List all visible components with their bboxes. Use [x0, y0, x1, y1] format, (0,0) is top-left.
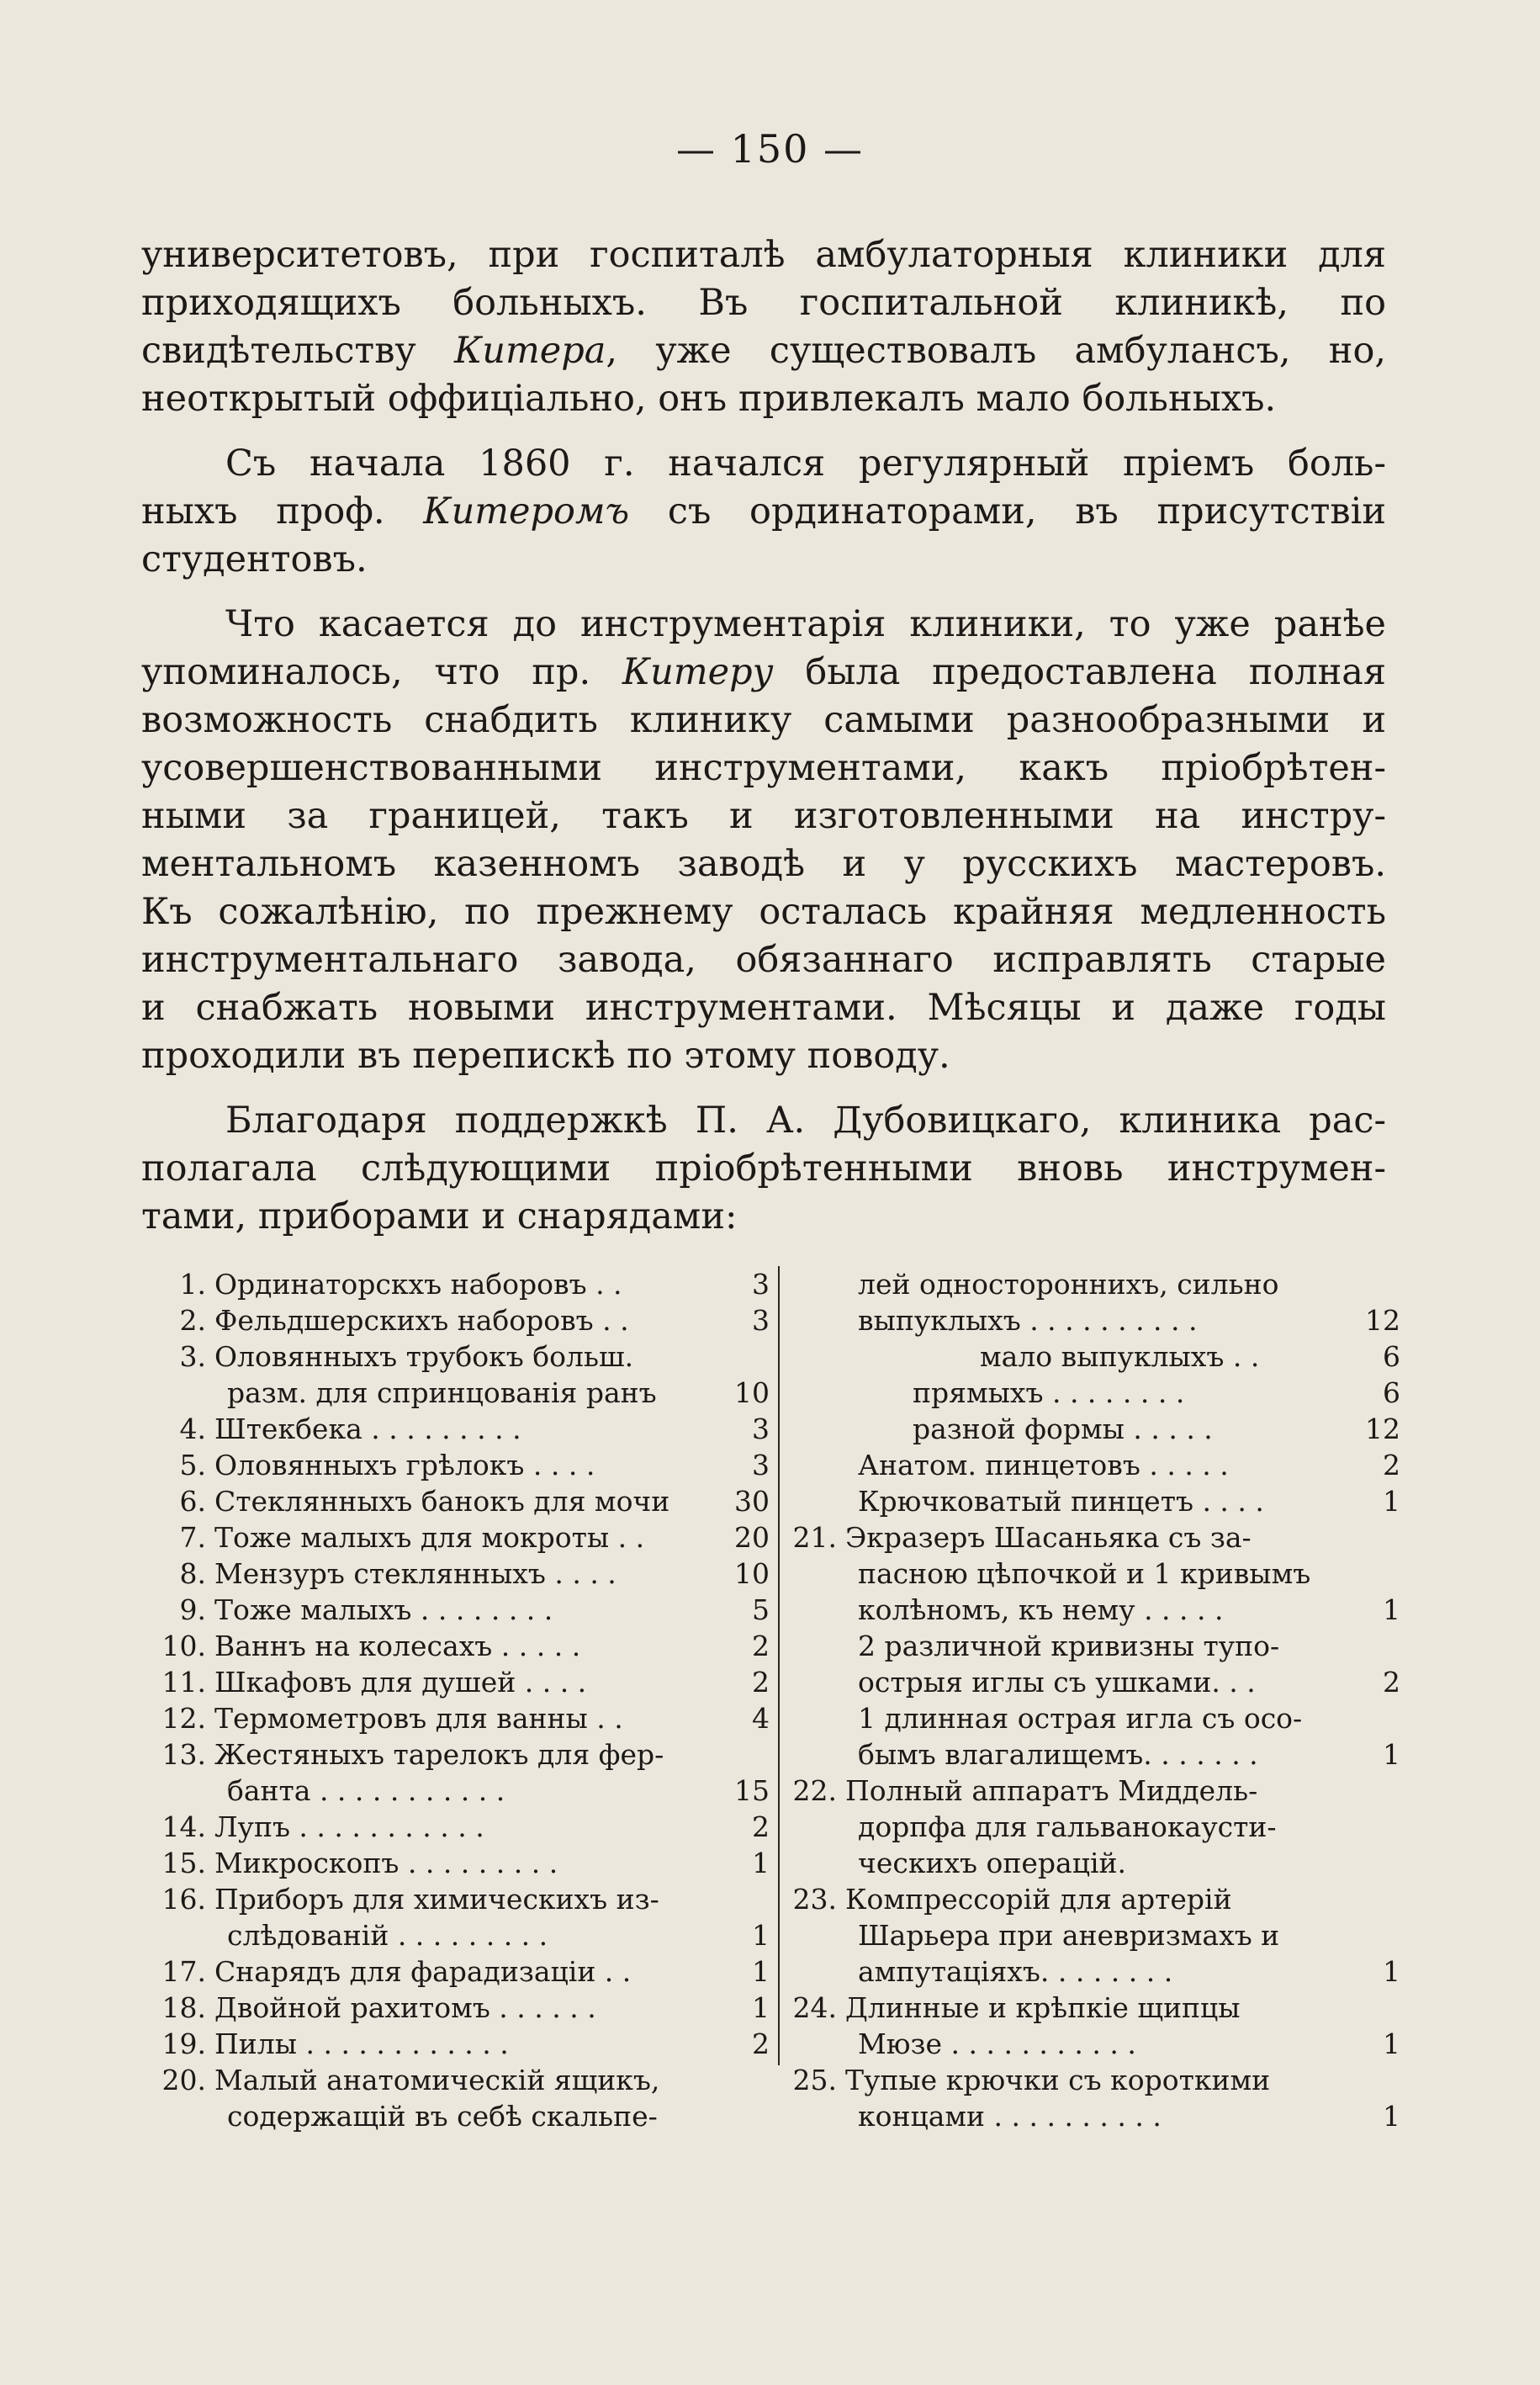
- item-quantity: 12: [1365, 1304, 1400, 1337]
- item-number: 5.: [179, 1449, 206, 1481]
- text-line: ными за границей, такъ и изготовленными на инстру-: [141, 795, 1386, 837]
- item-quantity: 2: [752, 1666, 770, 1699]
- item-text: Термометровъ для ванны . .: [214, 1702, 623, 1735]
- item-text: 2 различной кривизны тупо-: [858, 1630, 1280, 1662]
- item-number: 4.: [179, 1412, 206, 1445]
- list-item: [786, 1664, 1400, 1700]
- text-line: ментальномъ казенномъ заводѣ и у русскихъ мастеровъ.: [141, 843, 1386, 885]
- list-item: [156, 1519, 770, 1556]
- item-number: 6.: [179, 1485, 206, 1518]
- text-line: университетовъ, при госпиталѣ амбулаторныя клиники для: [141, 234, 1386, 276]
- item-text: пасною цѣпочкой и 1 кривымъ: [858, 1557, 1311, 1590]
- item-text: Штекбека . . . . . . . . .: [214, 1412, 521, 1445]
- list-item: [156, 1592, 770, 1628]
- item-text: лей одностороннихъ, сильно: [858, 1268, 1279, 1301]
- item-number: 16.: [161, 1883, 206, 1916]
- item-text: Длинные и крѣпкіе щипцы: [845, 1991, 1241, 2024]
- list-item: [156, 1266, 770, 1302]
- item-quantity: 20: [734, 1521, 770, 1554]
- item-text: острыя иглы съ ушками. . .: [858, 1666, 1256, 1699]
- item-number: 15.: [161, 1847, 206, 1879]
- item-text: Крючковатый пинцетъ . . . .: [858, 1485, 1264, 1518]
- item-number: 8.: [179, 1557, 206, 1590]
- item-number: 17.: [161, 1955, 206, 1988]
- item-text: Малый анатомическій ящикъ,: [214, 2064, 660, 2096]
- item-text: Ваннъ на колесахъ . . . . .: [214, 1630, 581, 1662]
- item-text: Снарядъ для фарадизаціи . .: [214, 1955, 632, 1988]
- list-item: [786, 2098, 1400, 2134]
- list-item: [156, 1556, 770, 1592]
- page-number: — 150 —: [675, 126, 865, 172]
- item-text: Ординаторскхъ наборовъ . .: [214, 1268, 622, 1301]
- item-quantity: 1: [752, 1955, 770, 1988]
- item-text: Пилы . . . . . . . . . . . .: [214, 2027, 509, 2060]
- item-quantity: 10: [734, 1376, 770, 1409]
- text-line: и снабжать новыми инструментами. Мѣсяцы и даже годы: [141, 987, 1386, 1029]
- text-line: тами, приборами и снарядами:: [141, 1195, 738, 1238]
- item-text: Микроскопъ . . . . . . . . .: [214, 1847, 558, 1879]
- item-text: ческихъ операцій.: [858, 1847, 1126, 1879]
- item-text: Жестяныхъ тарелокъ для фер-: [214, 1738, 664, 1771]
- item-text: бымъ влагалищемъ. . . . . . .: [858, 1738, 1258, 1771]
- text-line: полагала слѣдующими пріобрѣтенными вновь инструмен-: [141, 1147, 1386, 1190]
- text-line: приходящихъ больныхъ. Въ госпитальной клиникѣ, по: [141, 282, 1386, 324]
- list-item: [786, 1845, 1400, 1881]
- list-item: [786, 1881, 1400, 1917]
- list-item: [786, 1990, 1400, 2026]
- list-item: [786, 1953, 1400, 1990]
- list-item: [786, 2062, 1400, 2098]
- item-quantity: 1: [1383, 1955, 1400, 1988]
- item-number: 22.: [792, 1774, 837, 1807]
- item-text: Компрессорій для артерій: [845, 1883, 1232, 1916]
- item-text: Анатом. пинцетовъ . . . . .: [858, 1449, 1229, 1481]
- item-text: слѣдованій . . . . . . . . .: [227, 1919, 548, 1952]
- item-number: 20.: [161, 2064, 206, 2096]
- list-item: [786, 1375, 1400, 1411]
- item-quantity: 3: [752, 1449, 770, 1481]
- item-text: мало выпуклыхъ . .: [980, 1340, 1260, 1373]
- list-item: [156, 1338, 770, 1375]
- text-line: студентовъ.: [141, 538, 368, 580]
- item-text: выпуклыхъ . . . . . . . . . .: [858, 1304, 1198, 1337]
- text-line: инструментальнаго завода, обязаннаго исправлять старые: [141, 939, 1386, 981]
- item-number: 7.: [179, 1521, 206, 1554]
- item-text: Тупые крючки съ короткими: [845, 2064, 1271, 2096]
- italic-name: Китера: [454, 330, 606, 372]
- item-text: Тоже малыхъ . . . . . . . .: [214, 1593, 553, 1626]
- item-quantity: 2: [752, 2027, 770, 2060]
- item-number: 18.: [161, 1991, 206, 2024]
- item-quantity: 2: [1383, 1449, 1400, 1481]
- text-line: Къ сожалѣнію, по прежнему осталась крайняя медленность: [141, 891, 1386, 933]
- item-text: Мензуръ стеклянныхъ . . . .: [214, 1557, 617, 1590]
- instrument-list-left-column: [156, 1266, 770, 2134]
- list-item: [156, 1773, 770, 1809]
- list-item: [156, 2062, 770, 2098]
- item-text: Мюзе . . . . . . . . . . .: [858, 2027, 1136, 2060]
- text-line: возможность снабдить клинику самыми разнообразными и: [141, 699, 1386, 741]
- item-quantity: 6: [1383, 1376, 1400, 1409]
- item-text: Шкафовъ для душей . . . .: [214, 1666, 587, 1699]
- item-text: Шарьера при аневризмахъ и: [858, 1919, 1280, 1952]
- list-item: [156, 1302, 770, 1338]
- item-text: Приборъ для химическихъ из-: [214, 1883, 659, 1916]
- text-line: неоткрытый оффиціально, онъ привлекалъ мало больныхъ.: [141, 378, 1277, 420]
- list-item: [786, 1302, 1400, 1338]
- item-text: содержащій въ себѣ скальпе-: [227, 2100, 658, 2133]
- text-line: Благодаря поддержкѣ П. А. Дубовицкаго, клиника рас-: [225, 1100, 1386, 1142]
- item-text: ампутаціяхъ. . . . . . . .: [858, 1955, 1173, 1988]
- list-item: [786, 1483, 1400, 1519]
- column-divider: [778, 1266, 780, 2065]
- list-item: [786, 1917, 1400, 1953]
- item-number: 2.: [179, 1304, 206, 1337]
- list-item: [156, 1447, 770, 1483]
- text-line: Съ начала 1860 г. начался регулярный пріемъ боль-: [225, 443, 1386, 485]
- list-item: [786, 1447, 1400, 1483]
- item-quantity: 2: [1383, 1666, 1400, 1699]
- item-text: Двойной рахитомъ . . . . . .: [214, 1991, 596, 2024]
- item-quantity: 1: [752, 1991, 770, 2024]
- item-quantity: 2: [752, 1630, 770, 1662]
- item-number: 14.: [161, 1810, 206, 1843]
- item-text: разм. для спринцованія ранъ: [227, 1376, 657, 1409]
- item-number: 1.: [179, 1268, 206, 1301]
- item-text: Фельдшерскихъ наборовъ . .: [214, 1304, 629, 1337]
- item-quantity: 1: [1383, 1738, 1400, 1771]
- item-number: 9.: [179, 1593, 206, 1626]
- text-line: проходили въ перепискѣ по этому поводу.: [141, 1035, 950, 1077]
- list-item: [156, 1700, 770, 1736]
- list-item: [786, 1592, 1400, 1628]
- list-item: [786, 1266, 1400, 1302]
- item-quantity: 4: [752, 1702, 770, 1735]
- item-number: 11.: [161, 1666, 206, 1699]
- text-line: свидѣтельству Китера, уже существовалъ амбулансъ, но,: [141, 330, 1386, 372]
- item-number: 25.: [792, 2064, 837, 2096]
- item-text: банта . . . . . . . . . . .: [227, 1774, 505, 1807]
- body-text: [141, 231, 1386, 1241]
- text-line: упоминалось, что пр. Китеру была предоставлена полная: [141, 651, 1386, 693]
- item-quantity: 10: [734, 1557, 770, 1590]
- list-item: [156, 1375, 770, 1411]
- list-item: [156, 1990, 770, 2026]
- list-item: [156, 1845, 770, 1881]
- item-quantity: 6: [1383, 1340, 1400, 1373]
- item-quantity: 1: [752, 1919, 770, 1952]
- item-number: 12.: [161, 1702, 206, 1735]
- item-text: 1 длинная острая игла съ осо-: [858, 1702, 1303, 1735]
- item-number: 13.: [161, 1738, 206, 1771]
- item-quantity: 30: [734, 1485, 770, 1518]
- instrument-list-right-column: [786, 1266, 1400, 2134]
- item-text: Лупъ . . . . . . . . . . .: [214, 1810, 484, 1843]
- list-item: [156, 1736, 770, 1773]
- item-text: Оловянныхъ трубокъ больш.: [214, 1340, 634, 1373]
- item-text: Тоже малыхъ для мокроты . .: [214, 1521, 645, 1554]
- text-line: усовершенствованными инструментами, какъ пріобрѣтен-: [141, 747, 1386, 789]
- list-item: [156, 1483, 770, 1519]
- item-quantity: 1: [1383, 1485, 1400, 1518]
- list-item: [786, 1411, 1400, 1447]
- item-text: колѣномъ, къ нему . . . . .: [858, 1593, 1224, 1626]
- item-quantity: 1: [1383, 2027, 1400, 2060]
- list-item: [786, 1809, 1400, 1845]
- list-item: [156, 1881, 770, 1917]
- list-item: [156, 1953, 770, 1990]
- list-item: [786, 2026, 1400, 2062]
- item-text: дорпфа для гальванокаусти-: [858, 1810, 1277, 1843]
- item-text: Оловянныхъ грѣлокъ . . . .: [214, 1449, 595, 1481]
- item-text: Стеклянныхъ банокъ для мочи: [214, 1485, 670, 1518]
- item-number: 24.: [792, 1991, 837, 2024]
- list-item: [786, 1736, 1400, 1773]
- item-quantity: 2: [752, 1810, 770, 1843]
- item-number: 10.: [161, 1630, 206, 1662]
- item-quantity: 1: [1383, 2100, 1400, 2133]
- list-item: [156, 2098, 770, 2134]
- list-item: [786, 1556, 1400, 1592]
- item-quantity: 1: [1383, 1593, 1400, 1626]
- list-item: [156, 1628, 770, 1664]
- list-item: [156, 1917, 770, 1953]
- item-number: 23.: [792, 1883, 837, 1916]
- item-quantity: 12: [1365, 1412, 1400, 1445]
- item-text: Экразеръ Шасаньяка съ за-: [845, 1521, 1252, 1554]
- item-text: прямыхъ . . . . . . . .: [913, 1376, 1185, 1409]
- item-quantity: 5: [752, 1593, 770, 1626]
- item-text: Полный аппаратъ Миддель-: [845, 1774, 1258, 1807]
- list-item: [786, 1628, 1400, 1664]
- list-item: [786, 1338, 1400, 1375]
- item-quantity: 3: [752, 1304, 770, 1337]
- item-number: 3.: [179, 1340, 206, 1373]
- item-number: 21.: [792, 1521, 837, 1554]
- list-item: [156, 1809, 770, 1845]
- italic-name: Китеромъ: [423, 490, 630, 533]
- item-quantity: 3: [752, 1268, 770, 1301]
- list-item: [156, 2026, 770, 2062]
- list-item: [156, 1411, 770, 1447]
- item-quantity: 3: [752, 1412, 770, 1445]
- item-number: 19.: [161, 2027, 206, 2060]
- item-text: разной формы . . . . .: [913, 1412, 1213, 1445]
- item-quantity: 1: [752, 1847, 770, 1879]
- text-line: ныхъ проф. Китеромъ съ ординаторами, въ присутствіи: [141, 490, 1386, 533]
- item-text: концами . . . . . . . . . .: [858, 2100, 1162, 2133]
- italic-name: Китеру: [622, 651, 774, 693]
- text-line: Что касается до инструментарія клиники, то уже ранѣе: [225, 603, 1386, 645]
- list-item: [786, 1773, 1400, 1809]
- item-quantity: 15: [734, 1774, 770, 1807]
- list-item: [156, 1664, 770, 1700]
- list-item: [786, 1700, 1400, 1736]
- list-item: [786, 1519, 1400, 1556]
